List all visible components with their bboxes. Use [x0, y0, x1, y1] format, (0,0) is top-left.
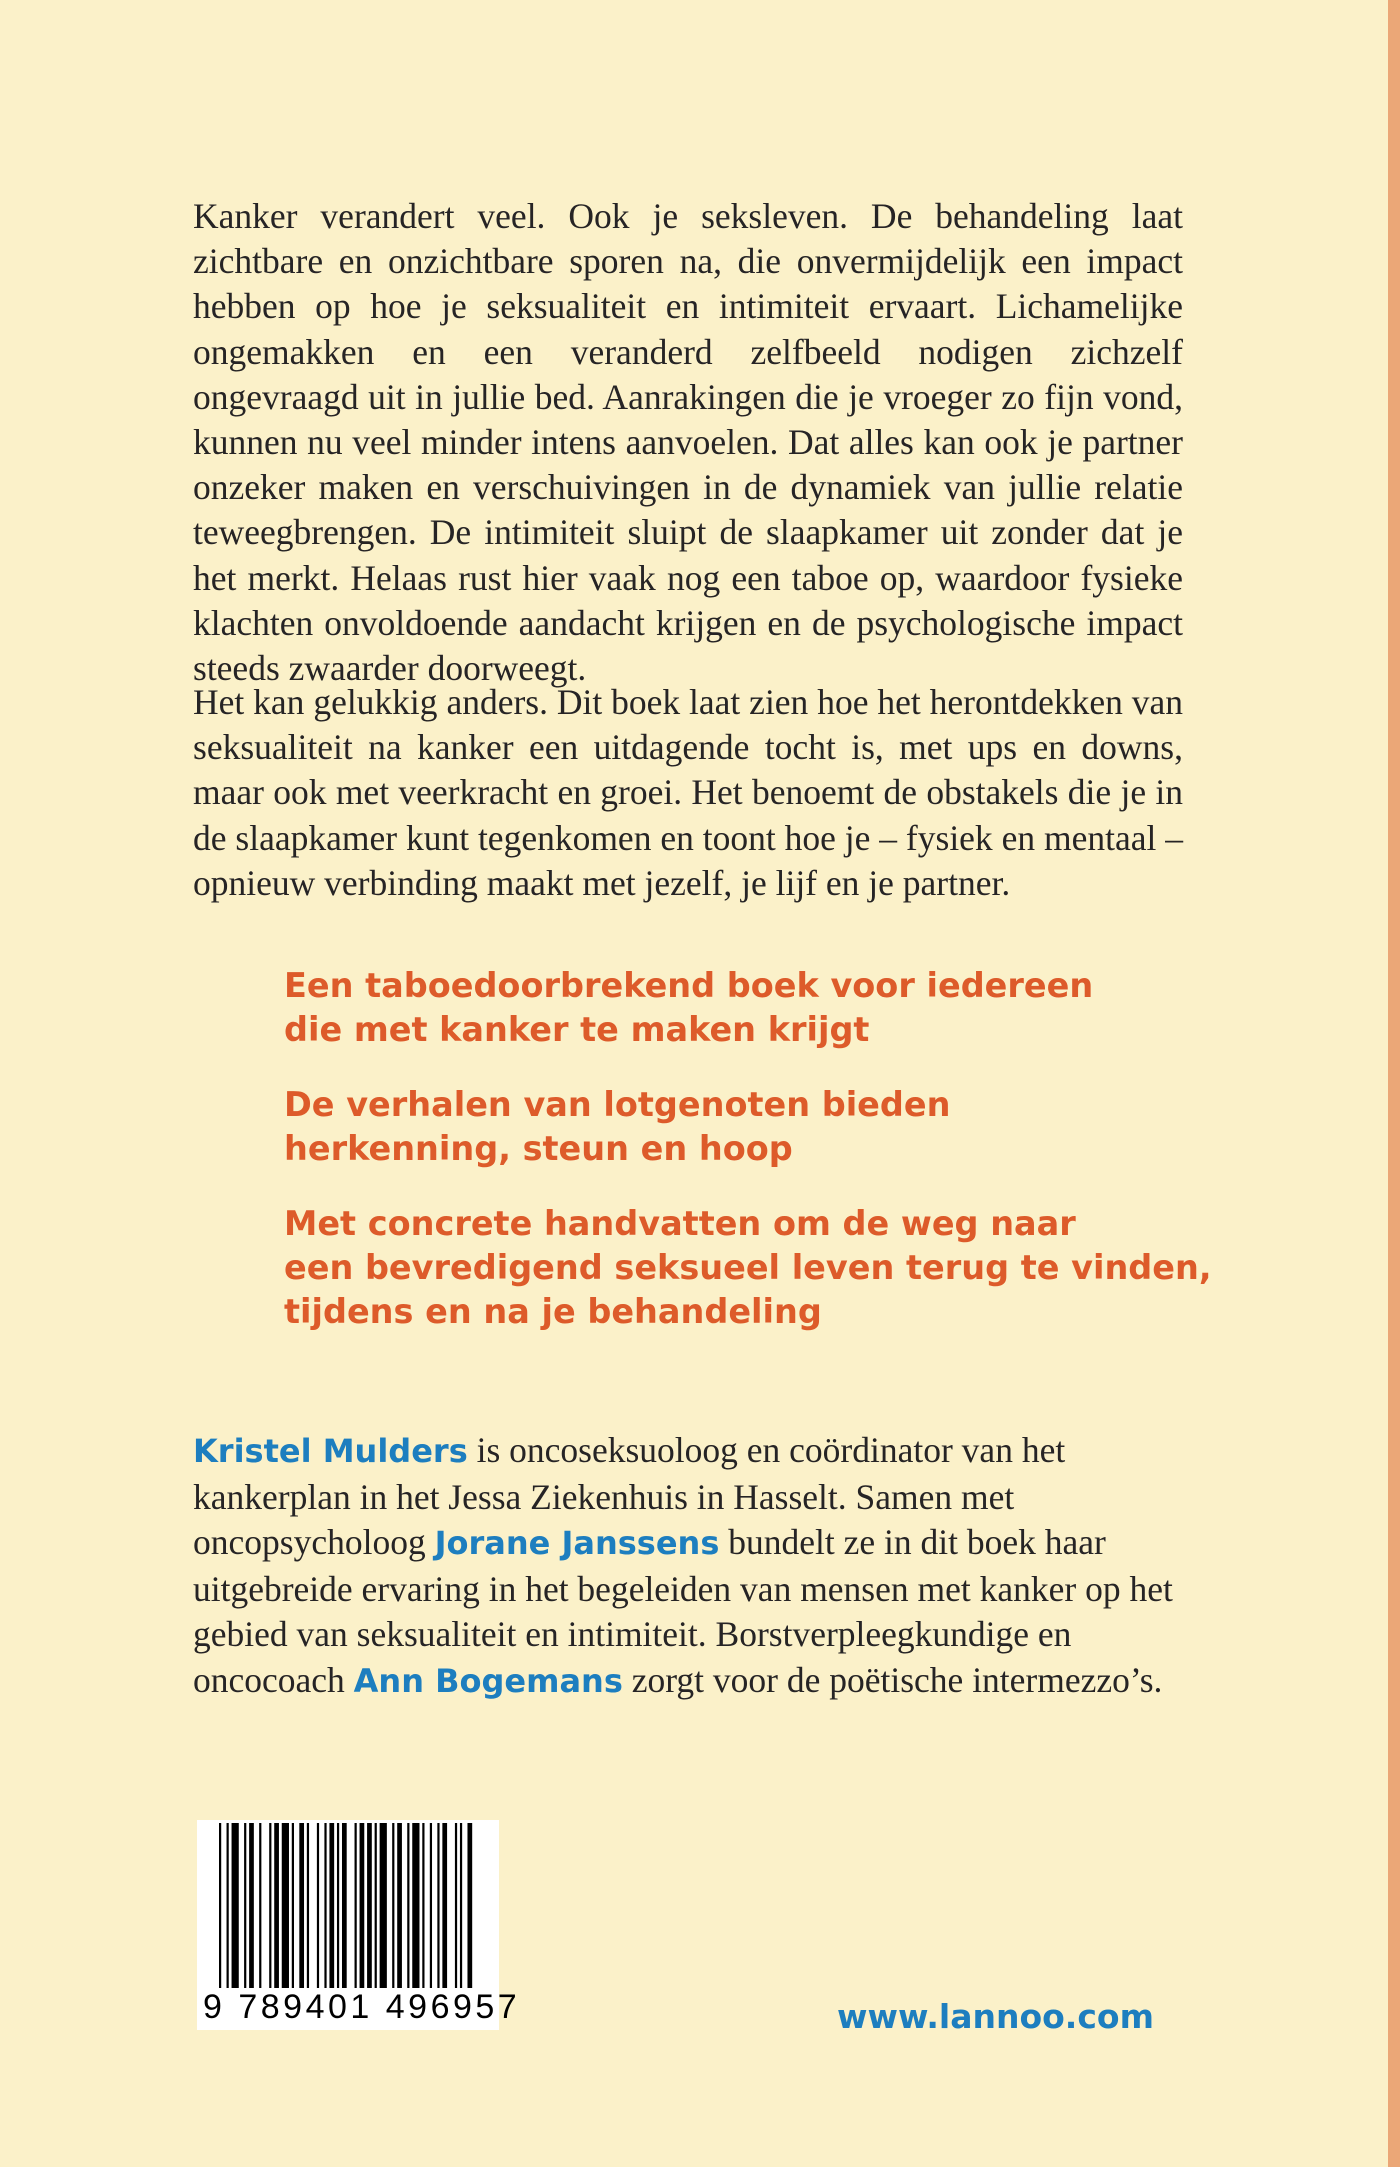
barcode-bar — [299, 1823, 304, 1988]
highlight-3-line-3: tijdens en na je behandeling — [284, 1292, 822, 1331]
barcode-bar — [360, 1823, 365, 1988]
highlight-1 — [284, 964, 1284, 1052]
author-name-ann-bogemans: Ann Bogemans — [353, 1661, 623, 1700]
barcode-bar — [442, 1823, 447, 1988]
barcode-bar — [232, 1823, 239, 1988]
barcode-bar — [367, 1823, 372, 1988]
barcode — [197, 1820, 521, 2030]
website-link[interactable]: www.lannoo.com — [837, 1997, 1154, 2036]
highlight-1-line-1: Een taboedoorbrekend boek voor iedereen — [284, 966, 1094, 1005]
isbn-number: 9 789401 496957 — [203, 1988, 521, 2026]
barcode-bar — [397, 1823, 402, 1988]
barcode-bar — [460, 1823, 462, 1988]
barcode-bar — [317, 1823, 319, 1988]
barcode-bar — [437, 1823, 439, 1988]
barcode-bar — [407, 1823, 409, 1988]
intro-paragraph-1: Kanker verandert veel. Ook je seksleven. De behandeling laat zichtbare en onzichtbare sporen na, die onvermijdelijk een impact hebben op hoe je seksualiteit en intimiteit ervaart. Lichamelijke ongemakken en een veranderd zelfbeeld nodigen zichzelf ongevraagd uit in jullie bed. Aanrakingen die je vroeger zo fijn vond, kunnen nu veel minder intens aanvoelen. Dat alles kan ook je partner onzeker maken en verschuivingen in de dynamiek van jullie relatie teweegbrengen. De intimiteit sluipt de slaapkamer uit zonder dat je het merkt. Helaas rust hier vaak nog een taboe op, waardoor fysieke klachten onvoldoende aandacht krijgen en de psychologische impact steeds zwaarder doorweegt. — [193, 196, 1183, 689]
barcode-bar — [282, 1823, 289, 1988]
barcode-bar — [244, 1823, 246, 1988]
author-name-jorane-janssens: Jorane Janssens — [434, 1524, 720, 1562]
barcode-bar — [412, 1823, 419, 1988]
barcode-bar — [467, 1823, 472, 1988]
bio-text-1: is oncoseksuoloog en coördinator van het kankerplan in het Jessa Ziekenhuis in Hasselt. Samen met oncopsycholoog — [193, 1430, 1066, 1562]
intro-paragraph-2: Het kan gelukkig anders. Dit boek laat zien hoe het herontdekken van seksualiteit na kanker een uitdagende tocht is, met ups en downs, maar ook met veerkracht en groei. Het benoemt de obstakels die je in de slaapkamer kunt tegenkomen en toont hoe je – fysiek en mentaal – opnieuw verbinding maakt met jezelf, je lijf en je partner. — [193, 682, 1183, 903]
barcode-bar — [455, 1823, 457, 1988]
highlight-2-line-1: De verhalen van lotgenoten bieden — [284, 1085, 951, 1124]
barcode-bar — [430, 1823, 432, 1988]
barcode-bar — [329, 1823, 334, 1988]
highlight-3-line-1: Met concrete handvatten om de weg naar — [284, 1204, 1076, 1243]
barcode-bar — [307, 1823, 309, 1988]
barcode-bar — [342, 1823, 347, 1988]
spine-edge — [1388, 0, 1400, 2167]
barcode-bars — [219, 1823, 475, 1988]
barcode-bar — [392, 1823, 394, 1988]
highlight-2 — [284, 1083, 1284, 1171]
barcode-bar — [355, 1823, 357, 1988]
barcode-bar — [269, 1823, 271, 1988]
highlight-1-line-2: die met kanker te maken krijgt — [284, 1010, 870, 1049]
barcode-bar — [227, 1823, 229, 1988]
barcode-bar — [219, 1823, 221, 1988]
barcode-bar — [259, 1823, 261, 1988]
bio-text-3: zorgt voor de poëtische intermezzo’s. — [622, 1659, 1163, 1700]
author-bio — [193, 1428, 1203, 1704]
barcode-bar — [324, 1823, 326, 1988]
highlight-3 — [284, 1202, 1284, 1334]
author-name-kristel-mulders: Kristel Mulders — [193, 1432, 468, 1470]
highlight-2-line-2: herkenning, steun en hoop — [284, 1129, 793, 1168]
highlight-3-line-2: een bevredigend seksueel leven terug te vinden, — [284, 1248, 1212, 1287]
barcode-bar — [380, 1823, 387, 1988]
bio-text-2: bundelt ze in dit boek haar uitgebreide ervaring in het begeleiden van mensen met kanker op het gebied van seksualiteit en intimiteit. Borstverpleegkundige en oncocoach — [193, 1522, 1173, 1700]
barcode-bar — [375, 1823, 377, 1988]
barcode-bar — [274, 1823, 279, 1988]
barcode-bar — [292, 1823, 294, 1988]
barcode-bar — [337, 1823, 339, 1988]
barcode-bar — [422, 1823, 424, 1988]
barcode-bar — [249, 1823, 254, 1988]
